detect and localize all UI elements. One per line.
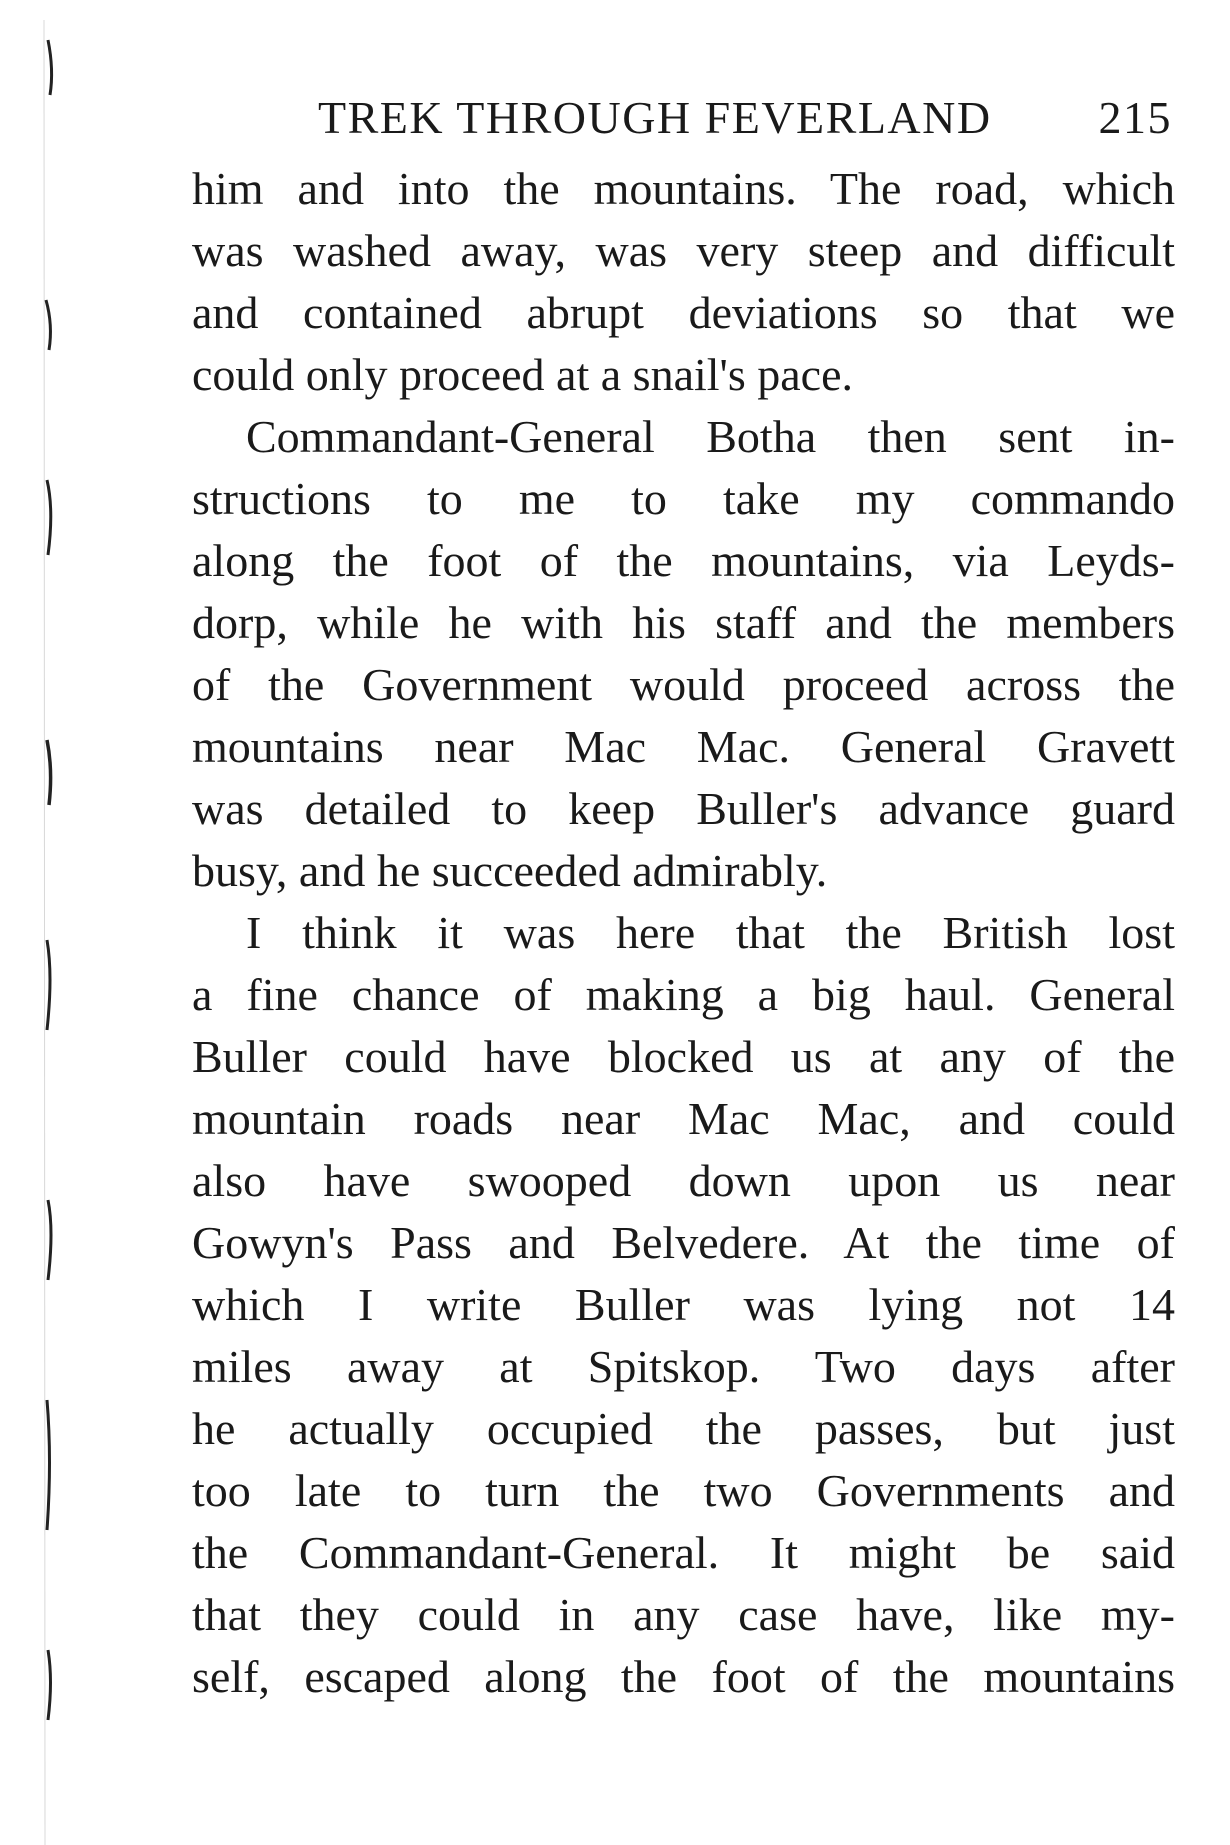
text-line: mountain roads near Mac Mac, and could xyxy=(192,1093,1175,1144)
body-text xyxy=(192,158,1175,1708)
text-line: self, escaped along the foot of the mountains xyxy=(192,1651,1175,1702)
text-line: Buller could have blocked us at any of the xyxy=(192,1031,1175,1082)
text-line: and contained abrupt deviations so that we xyxy=(192,287,1175,338)
text-line: him and into the mountains. The road, which xyxy=(192,163,1175,214)
text-line: structions to me to take my commando xyxy=(192,473,1175,524)
text-line: Commandant-General Botha then sent in- xyxy=(246,411,1175,462)
text-line: also have swooped down upon us near xyxy=(192,1155,1175,1206)
text-line: mountains near Mac Mac. General Gravett xyxy=(192,721,1175,772)
text-line: that they could in any case have, like my- xyxy=(192,1589,1175,1640)
binding-edge-marks xyxy=(38,0,78,1845)
text-line: busy, and he succeeded admirably. xyxy=(192,845,828,896)
page-number: 215 xyxy=(1098,92,1172,143)
text-line: along the foot of the mountains, via Leyds- xyxy=(192,535,1175,586)
text-line: was washed away, was very steep and difficult xyxy=(192,225,1175,276)
text-line: I think it was here that the British lost xyxy=(246,907,1175,958)
running-head xyxy=(190,88,1180,148)
text-line: he actually occupied the passes, but just xyxy=(192,1403,1175,1454)
text-line: a fine chance of making a big haul. General xyxy=(192,969,1175,1020)
text-line: of the Government would proceed across the xyxy=(192,659,1175,710)
text-line: could only proceed at a snail's pace. xyxy=(192,349,853,400)
text-line: was detailed to keep Buller's advance guard xyxy=(192,783,1175,834)
text-line: which I write Buller was lying not 14 xyxy=(192,1279,1175,1330)
text-line: dorp, while he with his staff and the members xyxy=(192,597,1175,648)
text-line: too late to turn the two Governments and xyxy=(192,1465,1175,1516)
text-line: Gowyn's Pass and Belvedere. At the time of xyxy=(192,1217,1175,1268)
text-line: miles away at Spitskop. Two days after xyxy=(192,1341,1175,1392)
running-head-title: TREK THROUGH FEVERLAND xyxy=(318,92,992,143)
text-line: the Commandant-General. It might be said xyxy=(192,1527,1175,1578)
